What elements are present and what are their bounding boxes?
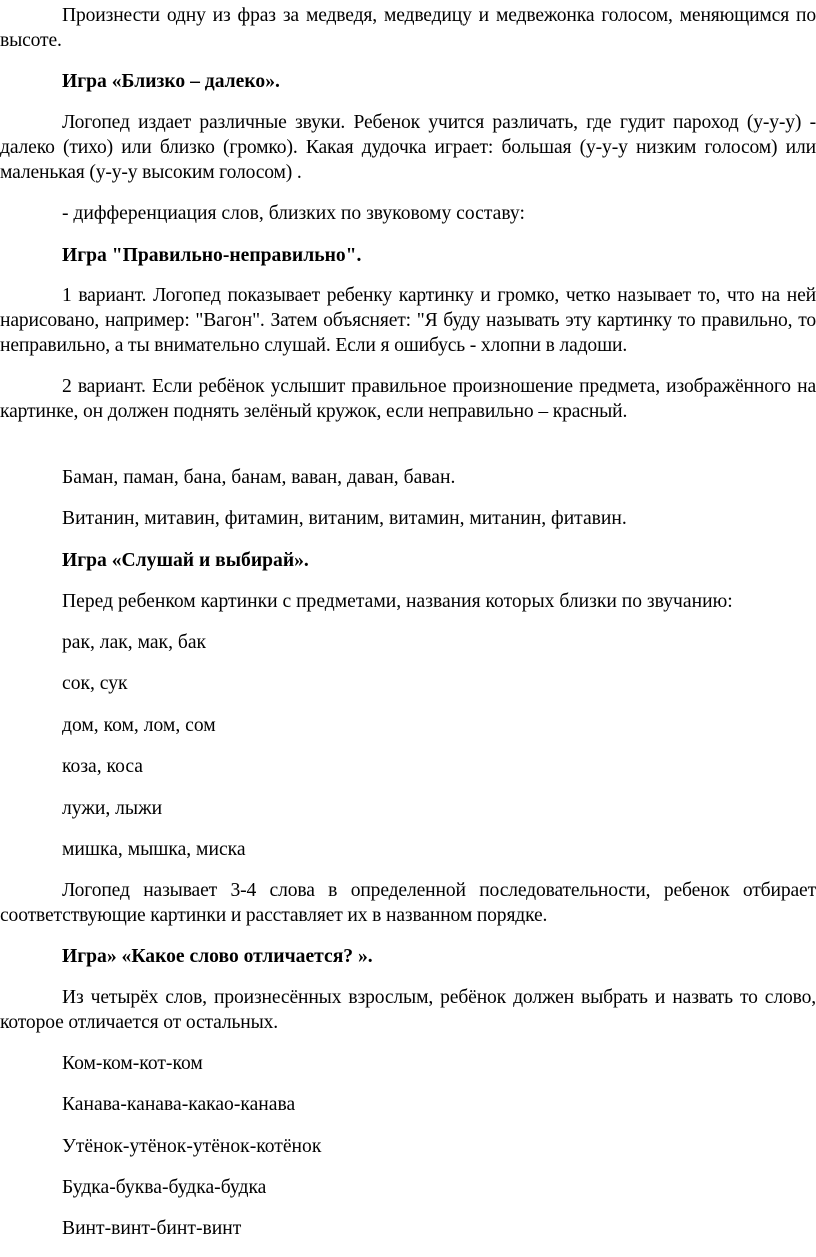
word-chain-5: Винт-винт-бинт-винт: [62, 1218, 242, 1239]
paragraph-bear-voices: Произнести одну из фраз за медведя, медведицу и медвежонка голосом, меняющимся по высоте.: [0, 5, 816, 51]
paragraph-word-series-1: Баман, паман, бана, банам, ваван, даван, баван.: [62, 467, 456, 488]
word-group-1: рак, лак, мак, бак: [62, 632, 207, 653]
heading-right-wrong-game: Игра "Правильно-неправильно".: [62, 245, 362, 266]
paragraph-word-series-2: Витанин, митавин, фитамин, витаним, витамин, митанин, фитавин.: [62, 508, 627, 529]
word-group-3: дом, ком, лом, сом: [62, 715, 216, 736]
word-chain-2: Канава-канава-какао-канава: [62, 1094, 296, 1115]
paragraph-near-far-rules: Логопед издает различные звуки. Ребенок учится различать, где гудит пароход (у-у-у) - далеко (тихо) или близко (громко). Какая дудочка играет: большая (у-у-у низким голосом) или маленькая (у-у-у высоким голосом) .: [0, 112, 816, 183]
heading-odd-word-game: Игра» «Какое слово отличается? ».: [62, 946, 373, 967]
word-chain-1: Ком-ком-кот-ком: [62, 1053, 203, 1074]
word-chain-4: Будка-буква-будка-будка: [62, 1177, 267, 1198]
word-group-5: лужи, лыжи: [62, 798, 163, 819]
paragraph-pictures-intro: Перед ребенком картинки с предметами, названия которых близки по звучанию:: [62, 591, 733, 612]
heading-listen-choose-game: Игра «Слушай и выбирай».: [62, 550, 309, 571]
paragraph-odd-word-rules: Из четырёх слов, произнесённых взрослым, ребёнок должен выбрать и назвать то слово, которое отличается от остальных.: [0, 987, 816, 1033]
paragraph-variant-2: 2 вариант. Если ребёнок услышит правильное произношение предмета, изображённого на картинке, он должен поднять зелёный кружок, если неправильно – красный.: [0, 376, 816, 422]
word-group-2: сок, сук: [62, 673, 128, 694]
heading-near-far-game: Игра «Близко – далеко».: [62, 71, 280, 92]
paragraph-word-differentiation: - дифференциация слов, близких по звуковому составу:: [62, 203, 525, 224]
paragraph-variant-1: 1 вариант. Логопед показывает ребенку картинку и громко, четко называет то, что на ней нарисовано, например: "Вагон". Затем объясняет: "Я буду называть эту картинку то правильно, то неправильно, а ты внимательно слушай. Если я ошибусь - хлопни в ладоши.: [0, 285, 816, 356]
word-chain-3: Утёнок-утёнок-утёнок-котёнок: [62, 1136, 322, 1157]
word-group-6: мишка, мышка, миска: [62, 839, 246, 860]
word-group-4: коза, коса: [62, 756, 143, 777]
paragraph-sequence-task: Логопед называет 3-4 слова в определенной последовательности, ребенок отбирает соответствующие картинки и расставляет их в названном порядке.: [0, 880, 816, 926]
